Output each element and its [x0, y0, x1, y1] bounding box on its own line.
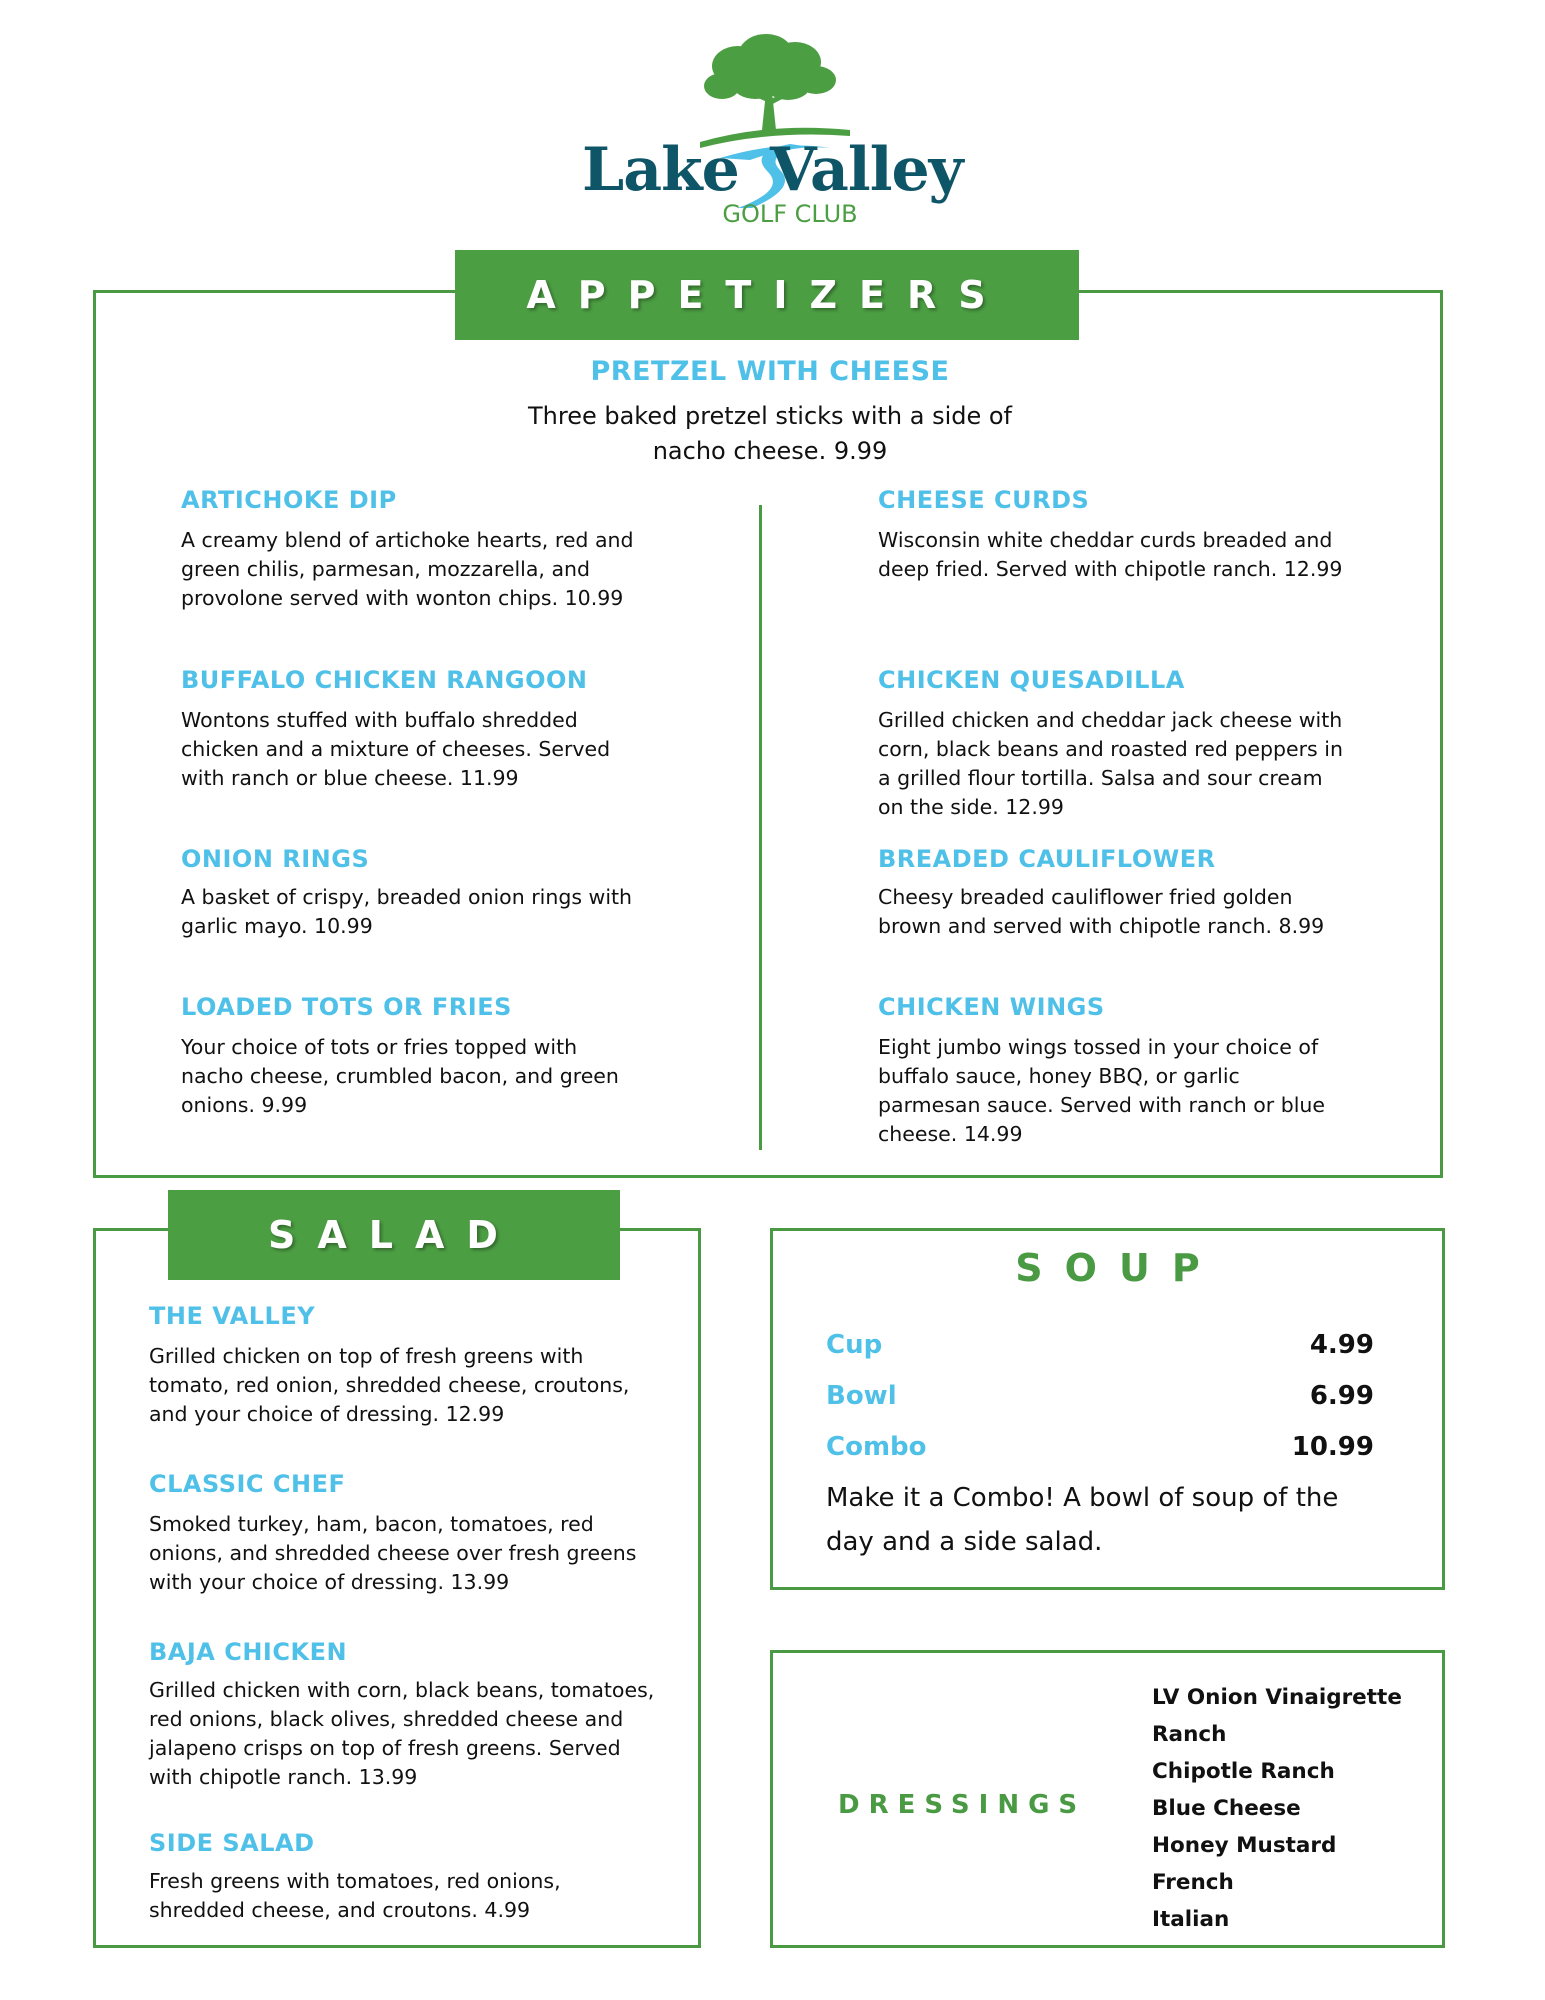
dressing-item: Blue Cheese — [1152, 1796, 1301, 1821]
menu-item-desc: Wisconsin white cheddar curds breaded and deep fried. Served with chipotle ranch. 12.99 — [878, 528, 1343, 581]
menu-item-desc: Your choice of tots or fries topped with nacho cheese, crumbled bacon, and green onions. 9.99 — [181, 1035, 619, 1117]
appetizers-heading: APPETIZERS — [455, 250, 1079, 340]
featured-item-title: PRETZEL WITH CHEESE — [590, 356, 950, 387]
logo-word-lake: Lake — [582, 135, 739, 205]
soup-row-label: Bowl — [826, 1381, 897, 1411]
menu-item-title: ARTICHOKE DIP — [181, 486, 397, 514]
menu-item — [181, 486, 641, 613]
menu-item-title: ONION RINGS — [181, 845, 370, 873]
soup-row — [826, 1330, 1374, 1366]
dressings-list — [1152, 1679, 1432, 1938]
soup-row-label: Combo — [826, 1432, 927, 1462]
salad-heading: SALAD — [168, 1190, 620, 1280]
soup-note — [826, 1476, 1386, 1564]
salad-item-desc: Smoked turkey, ham, bacon, tomatoes, red onions, and shredded cheese over fresh greens with your choice of dressing. 13.99 — [149, 1512, 637, 1594]
featured-item-desc-line1: Three baked pretzel sticks with a side of — [527, 402, 1013, 430]
salad-item — [149, 1302, 659, 1429]
dressing-item: Italian — [1152, 1907, 1230, 1932]
logo — [580, 30, 980, 230]
column-divider — [759, 505, 762, 1150]
salad-item-title: BAJA CHICKEN — [149, 1638, 348, 1666]
menu-item-title: CHICKEN QUESADILLA — [878, 666, 1185, 694]
salad-item-title: THE VALLEY — [149, 1302, 316, 1330]
menu-item — [181, 845, 641, 941]
featured-item — [400, 356, 1140, 469]
soup-row-price: 6.99 — [1309, 1381, 1374, 1411]
menu-item-desc: Cheesy breaded cauliflower fried golden brown and served with chipotle ranch. 8.99 — [878, 885, 1325, 938]
dressing-item: Honey Mustard — [1152, 1833, 1337, 1858]
dressing-item: Chipotle Ranch — [1152, 1759, 1335, 1784]
menu-item — [878, 486, 1348, 584]
soup-heading: SOUP — [1015, 1246, 1222, 1290]
menu-item — [878, 993, 1348, 1149]
soup-row-price: 4.99 — [1309, 1330, 1374, 1360]
soup-row — [826, 1381, 1374, 1417]
menu-item-desc: A creamy blend of artichoke hearts, red and green chilis, parmesan, mozzarella, and provolone served with wonton chips. 10.99 — [181, 528, 634, 610]
menu-item-title: CHEESE CURDS — [878, 486, 1090, 514]
soup-row-label: Cup — [826, 1330, 883, 1360]
menu-item-title: BUFFALO CHICKEN RANGOON — [181, 666, 588, 694]
menu-item-desc: Wontons stuffed with buffalo shredded chicken and a mixture of cheeses. Served with ranch or blue cheese. 11.99 — [181, 708, 611, 790]
salad-item-desc: Grilled chicken on top of fresh greens with tomato, red onion, shredded cheese, croutons, and your choice of dressing. 12.99 — [149, 1344, 630, 1426]
dressing-item: LV Onion Vinaigrette — [1152, 1685, 1402, 1710]
salad-item — [149, 1638, 659, 1792]
featured-item-desc-line2: nacho cheese. 9.99 — [652, 437, 888, 465]
salad-item-title: CLASSIC CHEF — [149, 1470, 346, 1498]
menu-item — [878, 845, 1348, 941]
menu-item-title: CHICKEN WINGS — [878, 993, 1105, 1021]
soup-note-line1: Make it a Combo! A bowl of soup of the — [826, 1483, 1339, 1513]
soup-row — [826, 1432, 1374, 1468]
menu-item — [181, 666, 641, 793]
logo-subtitle: GOLF CLUB — [722, 200, 858, 228]
menu-item-desc: Grilled chicken and cheddar jack cheese with corn, black beans and roasted red peppers in a grilled flour tortilla. Salsa and sour cream on the side. 12.99 — [878, 708, 1343, 819]
menu-item-desc: A basket of crispy, breaded onion rings with garlic mayo. 10.99 — [181, 885, 633, 938]
salad-item-desc: Grilled chicken with corn, black beans, tomatoes, red onions, black olives, shredded cheese and jalapeno crisps on top of fresh greens. Served with chipotle ranch. 13.99 — [149, 1678, 655, 1789]
soup-note-line2: day and a side salad. — [826, 1527, 1103, 1557]
salad-item-title: SIDE SALAD — [149, 1829, 315, 1857]
menu-item-title: LOADED TOTS OR FRIES — [181, 993, 512, 1021]
menu-item — [878, 666, 1348, 822]
dressings-heading: DRESSINGS — [838, 1790, 1087, 1820]
logo-word-valley: Valley — [770, 135, 963, 205]
salad-item-desc: Fresh greens with tomatoes, red onions, shredded cheese, and croutons. 4.99 — [149, 1869, 561, 1922]
menu-item — [181, 993, 641, 1120]
dressing-item: Ranch — [1152, 1722, 1227, 1747]
salad-item — [149, 1829, 659, 1925]
menu-item-desc: Eight jumbo wings tossed in your choice of buffalo sauce, honey BBQ, or garlic parmesan sauce. Served with ranch or blue cheese. 14.99 — [878, 1035, 1326, 1146]
soup-row-price: 10.99 — [1291, 1432, 1374, 1462]
menu-item-title: BREADED CAULIFLOWER — [878, 845, 1216, 873]
dressing-item: French — [1152, 1870, 1234, 1895]
salad-item — [149, 1470, 659, 1597]
